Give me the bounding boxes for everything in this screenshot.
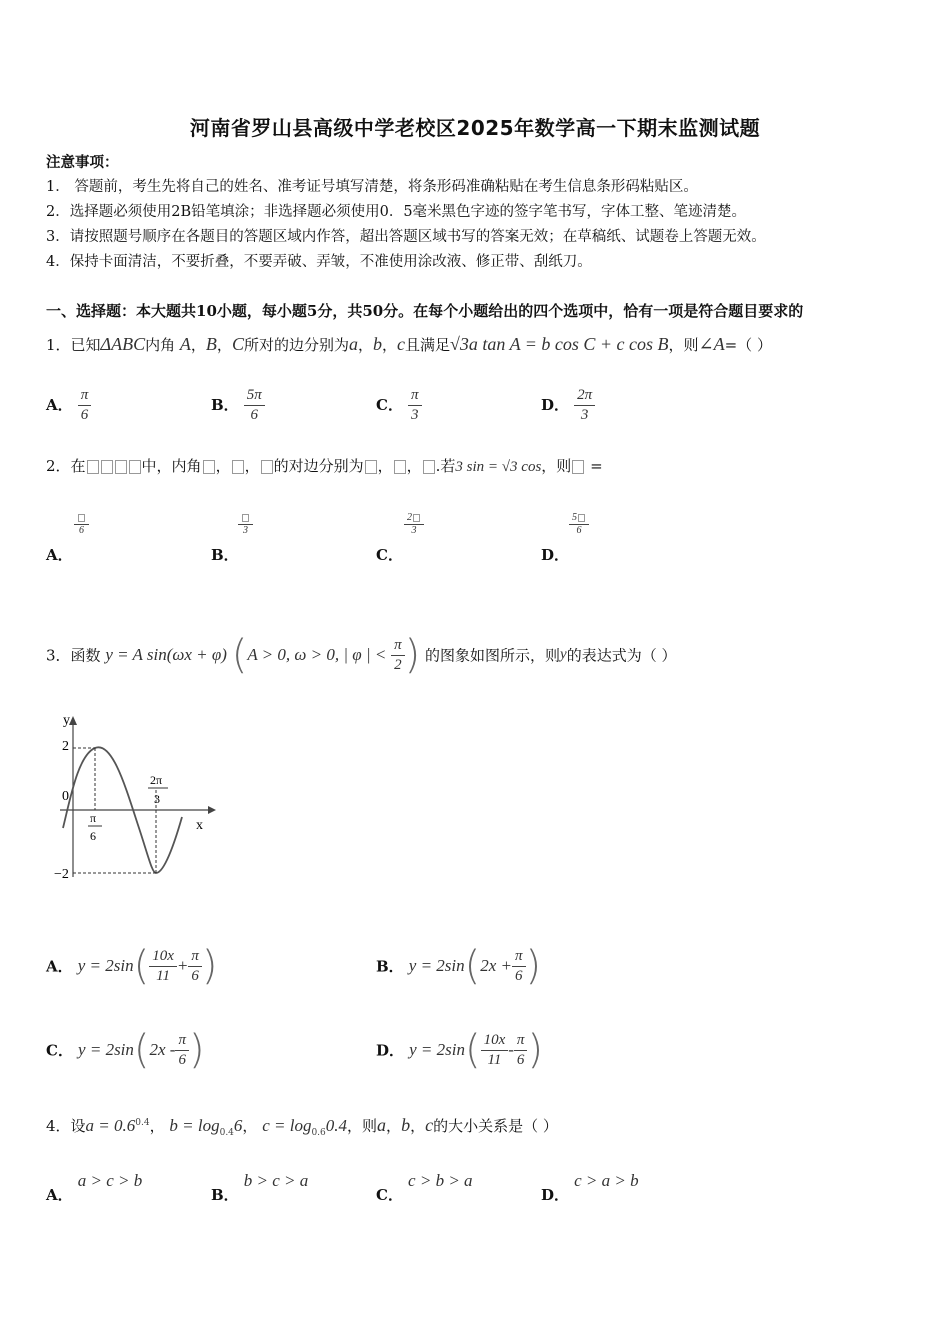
- q4-option-d[interactable]: D． c > a > b: [541, 1171, 639, 1204]
- x-label: x: [196, 818, 203, 833]
- q1-option-d[interactable]: D． $\frac{2\pi}{3}$: [541, 386, 595, 425]
- question-2: 2．在 中，内角 ， ， 的对边分别为 ， ， .若3 sin = √3 cos，则 =: [46, 457, 603, 475]
- y-min-label: −2: [54, 867, 69, 882]
- q4-option-b[interactable]: B． b > c > a: [211, 1171, 309, 1204]
- note-item: 2．选择题必须使用2B铅笔填涂；非选择题必须使用0．5毫米黑色字迹的签字笔书写，字体工整、笔迹清楚。: [46, 204, 747, 220]
- notes-heading: 注意事项：: [46, 154, 119, 171]
- x1-den: 6: [90, 829, 96, 843]
- note-item: 4．保持卡面清洁，不要折叠，不要弄破、弄皱，不准使用涂改液、修正带、刮纸刀。: [46, 254, 592, 270]
- note-item: 1． 答题前，考生先将自己的姓名、准考证号填写清楚，将条形码准确粘贴在考生信息条形码粘贴区。: [46, 179, 698, 195]
- q1-option-b[interactable]: B． $\frac{5\pi}{6}$: [211, 386, 265, 425]
- page-title: 河南省罗山县高级中学老校区2025年数学高一下期末监测试题: [189, 116, 761, 140]
- sine-graph: [50, 705, 220, 890]
- q4-option-c[interactable]: C． c > b > a: [376, 1171, 473, 1204]
- y-max-label: 2: [62, 739, 69, 754]
- origin-label: 0: [62, 789, 69, 804]
- q3-option-b[interactable]: B． y = 2sin(2x + $\frac{\pi}{6}$ ): [376, 943, 542, 989]
- q4-option-a[interactable]: A． a > c > b: [46, 1171, 143, 1204]
- q3-option-c[interactable]: C． y = 2sin(2x - $\frac{\pi}{6}$ ): [46, 1027, 205, 1073]
- y-axis-arrow: [69, 716, 77, 725]
- question-4: 4．设$a = 0.6^{0.4}$， $b = \log_{0.4}6$， $c = \log_{0.6}0.4$，则a，b，c的大小关系是（ ）: [46, 1115, 558, 1138]
- q3-option-d[interactable]: D． y = 2sin( $\frac{10x}{11}$ - $\frac{\pi}{6}$ ): [376, 1027, 544, 1073]
- question-1: 1．已知ΔABC内角 A，B，C所对的边分别为a，b，c且满足√3a tan A = b cos C + c cos B，则∠A=（ ）: [46, 334, 772, 354]
- question-3: 3．函数 y = A sin(ωx + φ) (A > 0, ω > 0, | φ | < $\frac{\pi}{2}$ ) 的图象如图所示，则y的表达式为（ ）: [46, 632, 677, 678]
- x-axis-arrow: [208, 806, 216, 814]
- section-heading: 一、选择题：本大题共10小题，每小题5分，共50分。在每个小题给出的四个选项中，恰有一项是符合题目要求的: [46, 302, 804, 320]
- x1-num: π: [90, 811, 97, 825]
- q1-option-a[interactable]: A． $\frac{\pi}{6}$: [46, 386, 91, 425]
- q1-option-c[interactable]: C． $\frac{\pi}{3}$: [376, 386, 422, 425]
- note-item: 3．请按照题号顺序在各题目的答题区域内作答，超出答题区域书写的答案无效；在草稿纸、试题卷上答题无效。: [46, 229, 766, 245]
- x2-den: 3: [154, 792, 160, 806]
- y-label: y: [63, 713, 70, 728]
- q3-option-a[interactable]: A． y = 2sin( $\frac{10x}{11}$ + $\frac{\pi}{6}$ ): [46, 943, 218, 989]
- x2-num: 2π: [150, 773, 163, 787]
